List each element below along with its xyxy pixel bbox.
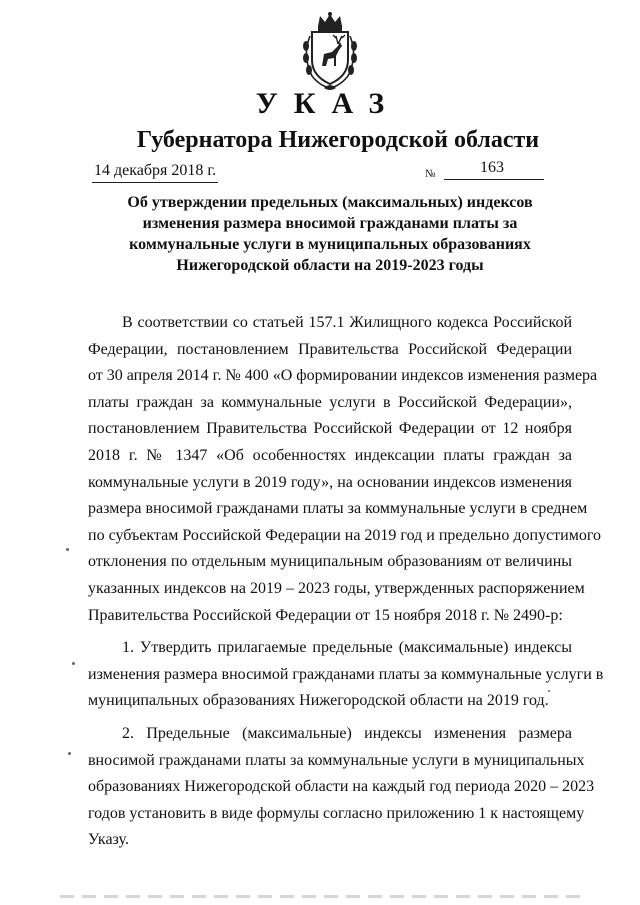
text-line: В соответствии со статьей 157.1 Жилищного кодекса Российской — [122, 314, 572, 331]
document-date: 14 декабря 2018 г. — [94, 162, 217, 179]
text-line: 2. Предельные (максимальные) индексы изменения размера — [122, 724, 572, 742]
text-line: Федерации, постановлением Правительства Российской Федерации — [88, 340, 572, 358]
text-line: Правительства Российской Федерации от 15 ноября 2018 г. № 2490-р: — [88, 606, 563, 624]
text-line: постановлением Правительства Российской Федерации от 12 ноября — [88, 420, 572, 438]
scan-dot — [548, 690, 550, 692]
text-line: 1. Утвердить прилагаемые предельные (максимальные) индексы — [122, 639, 572, 657]
paragraph-item-1 — [88, 635, 604, 715]
number-sign: № — [425, 168, 436, 180]
document-title: УКАЗ — [255, 87, 401, 120]
paragraph-preamble — [88, 310, 602, 629]
scan-dot — [72, 662, 75, 665]
heading-line: Об утверждении предельных (максимальных) индексов — [127, 194, 533, 211]
date-field — [92, 160, 218, 183]
document-heading — [110, 192, 550, 276]
text-line: от 30 апреля 2014 г. № 400 «О формировании индексов изменения размера — [88, 367, 598, 385]
text-line: 2018 г. № 1347 «Об особенностях индексации платы граждан за — [88, 446, 572, 464]
coat-of-arms-icon — [298, 12, 362, 92]
text-line: годов установить в виде формулы согласно приложению 1 к настоящему — [88, 804, 585, 822]
text-line: образованиях Нижегородской области на каждый год периода 2020 – 2023 — [88, 778, 595, 796]
text-line: отклонения по отдельным муниципальным образованиям от величины — [88, 553, 572, 571]
heading-line: коммунальные услуги в муниципальных образованиях — [129, 236, 531, 253]
text-line: коммунальные услуги в 2019 году», на основании индексов изменения — [88, 473, 572, 491]
document-subtitle: Губернатора Нижегородской области — [136, 127, 540, 153]
text-line: размера вносимой гражданами платы за коммунальные услуги в среднем — [88, 500, 588, 518]
document-number: 163 — [480, 159, 504, 176]
text-line: по субъектам Российской Федерации на 2019 год и предельно допустимого — [88, 526, 602, 544]
scan-dot — [68, 752, 71, 755]
text-line: изменения размера вносимой гражданами платы за коммунальные услуги в — [88, 665, 604, 683]
document-body — [88, 310, 604, 854]
text-line: муниципальных образованиях Нижегородской области на 2019 год. — [88, 692, 549, 710]
heading-line: Нижегородской области на 2019-2023 годы — [176, 257, 484, 274]
number-field — [444, 157, 544, 180]
heading-line: изменения размера вносимой гражданами платы за — [142, 215, 518, 232]
text-line: вносимой гражданами платы за коммунальные услуги в муниципальных — [88, 751, 585, 769]
scan-dot — [66, 548, 69, 551]
text-line: указанных индексов на 2019 – 2023 годы, утвержденных распоряжением — [88, 579, 585, 597]
scan-edge-smudge — [60, 895, 580, 898]
text-line: платы граждан за коммунальные услуги в Российской Федерации», — [88, 393, 572, 411]
text-line: Указу. — [88, 831, 129, 849]
paragraph-item-2 — [88, 721, 595, 854]
